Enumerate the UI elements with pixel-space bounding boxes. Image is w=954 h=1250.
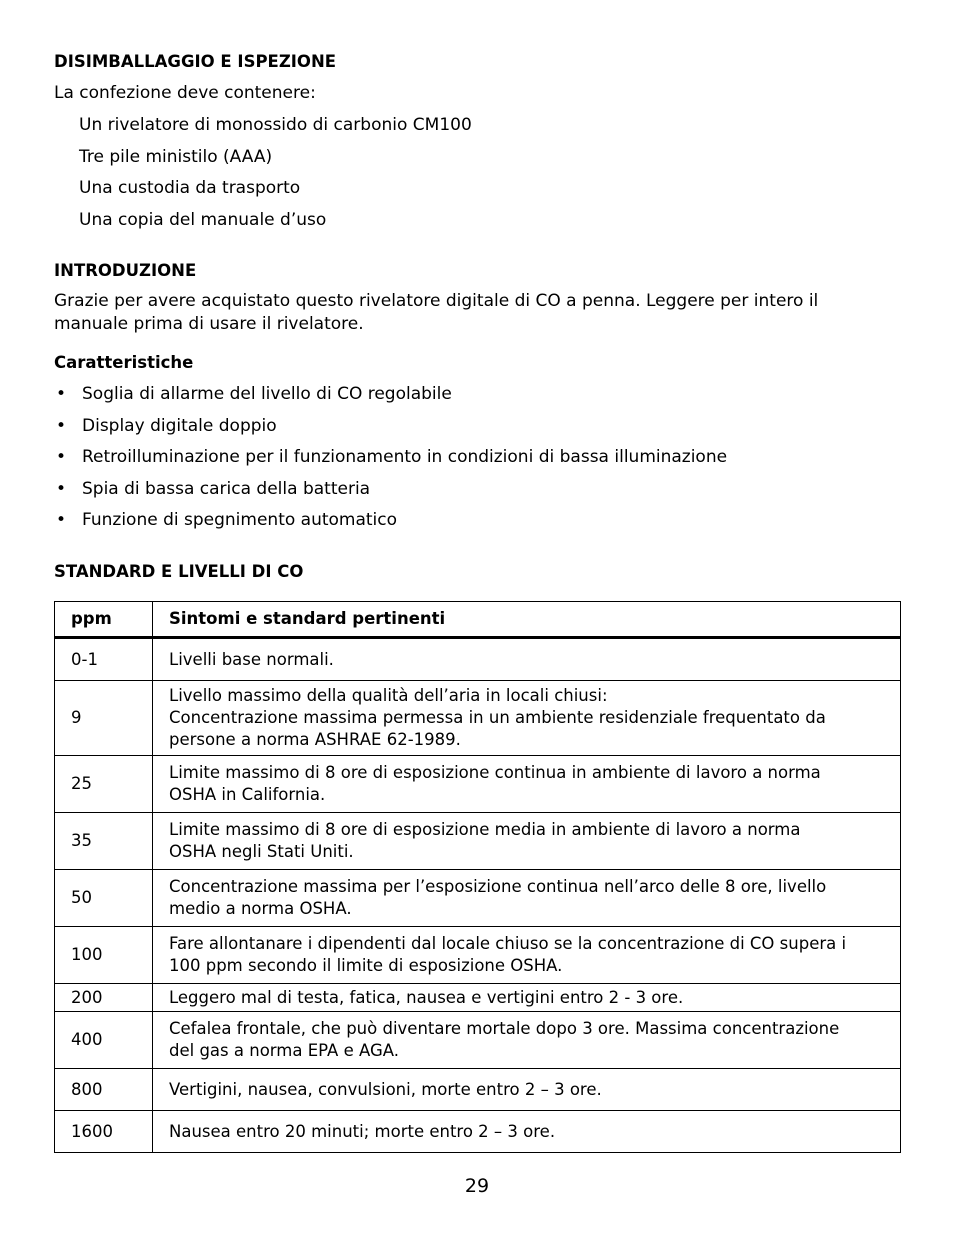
symptoms-cell	[153, 870, 901, 927]
table-row	[55, 681, 901, 756]
ppm-cell: 0-1	[55, 638, 153, 681]
symptoms-cell	[153, 813, 901, 870]
table-row	[55, 870, 901, 927]
ppm-cell: 100	[55, 927, 153, 984]
bullet-icon: •	[56, 416, 67, 436]
header-ppm: ppm	[55, 602, 153, 638]
symptom-line: OSHA in California.	[169, 785, 326, 804]
symptoms-cell	[153, 984, 901, 1012]
introduction-text: Grazie per avere acquistato questo rivelatore digitale di CO a penna. Leggere per intero il manuale prima di usare il rivelatore.	[54, 291, 819, 334]
feature-text: Retroilluminazione per il funzionamento in condizioni di bassa illuminazione	[82, 447, 728, 467]
page-number: 29	[464, 1175, 490, 1197]
table-row	[55, 756, 901, 813]
introduction-heading: INTRODUZIONE	[54, 261, 197, 280]
feature-text: Spia di bassa carica della batteria	[82, 479, 371, 499]
standards-heading: STANDARD E LIVELLI DI CO	[54, 562, 304, 581]
symptoms-cell	[153, 756, 901, 813]
symptom-line: Livelli base normali.	[169, 649, 334, 669]
bullet-icon: •	[56, 384, 67, 404]
table-row	[55, 927, 901, 984]
feature-text: Display digitale doppio	[82, 416, 277, 436]
symptoms-cell	[153, 927, 901, 984]
symptom-line: persone a norma ASHRAE 62-1989.	[169, 730, 461, 749]
symptoms-cell	[153, 1069, 901, 1111]
ppm-cell: 50	[55, 870, 153, 927]
table-row	[55, 813, 901, 870]
bullet-icon: •	[56, 447, 67, 467]
symptom-line: Nausea entro 20 minuti; morte entro 2 – 3 ore.	[169, 1121, 556, 1141]
bullet-icon: •	[56, 510, 67, 530]
symptom-line: Vertigini, nausea, convulsioni, morte entro 2 – 3 ore.	[169, 1079, 602, 1099]
symptom-line: Cefalea frontale, che può diventare mortale dopo 3 ore. Massima concentrazione	[169, 1019, 840, 1038]
symptom-line: 100 ppm secondo il limite di esposizione OSHA.	[169, 956, 563, 975]
co-levels-table	[54, 601, 901, 1153]
symptoms-cell	[153, 1111, 901, 1153]
feature-text: Funzione di spegnimento automatico	[82, 510, 398, 530]
contents-item: Tre pile ministilo (AAA)	[79, 147, 273, 167]
table-row	[55, 984, 901, 1012]
table-row	[55, 1111, 901, 1153]
symptom-line: OSHA negli Stati Uniti.	[169, 842, 354, 861]
symptom-line: Concentrazione massima per l’esposizione continua nell’arco delle 8 ore, livello	[169, 877, 827, 896]
contents-item: Una custodia da trasporto	[79, 178, 301, 198]
symptom-line: Leggero mal di testa, fatica, nausea e vertigini entro 2 - 3 ore.	[169, 987, 684, 1007]
contents-item: Una copia del manuale d’uso	[79, 210, 327, 230]
table-row	[55, 1069, 901, 1111]
symptom-line: Concentrazione massima permessa in un ambiente residenziale frequentato da	[169, 708, 826, 727]
symptoms-cell	[153, 1012, 901, 1069]
unpacking-intro: La confezione deve contenere:	[54, 83, 316, 103]
ppm-cell: 800	[55, 1069, 153, 1111]
bullet-icon: •	[56, 479, 67, 499]
ppm-cell: 35	[55, 813, 153, 870]
symptom-line: Limite massimo di 8 ore di esposizione continua in ambiente di lavoro a norma	[169, 763, 821, 782]
table-row	[55, 1012, 901, 1069]
symptoms-cell	[153, 638, 901, 681]
symptom-line: medio a norma OSHA.	[169, 899, 352, 918]
contents-item: Un rivelatore di monossido di carbonio CM100	[79, 115, 472, 135]
table-header-row	[55, 602, 901, 638]
features-heading: Caratteristiche	[54, 353, 194, 372]
ppm-cell: 400	[55, 1012, 153, 1069]
feature-text: Soglia di allarme del livello di CO regolabile	[82, 384, 452, 404]
symptom-line: Limite massimo di 8 ore di esposizione media in ambiente di lavoro a norma	[169, 820, 801, 839]
symptom-line: Livello massimo della qualità dell’aria in locali chiusi:	[169, 686, 608, 705]
table-row	[55, 638, 901, 681]
symptom-line: del gas a norma EPA e AGA.	[169, 1041, 399, 1060]
ppm-cell: 1600	[55, 1111, 153, 1153]
ppm-cell: 25	[55, 756, 153, 813]
ppm-cell: 9	[55, 681, 153, 756]
unpacking-heading: DISIMBALLAGGIO E ISPEZIONE	[54, 52, 337, 71]
ppm-cell: 200	[55, 984, 153, 1012]
header-symptoms: Sintomi e standard pertinenti	[153, 602, 901, 638]
symptoms-cell	[153, 681, 901, 756]
symptom-line: Fare allontanare i dipendenti dal locale chiuso se la concentrazione di CO supera i	[169, 934, 847, 953]
